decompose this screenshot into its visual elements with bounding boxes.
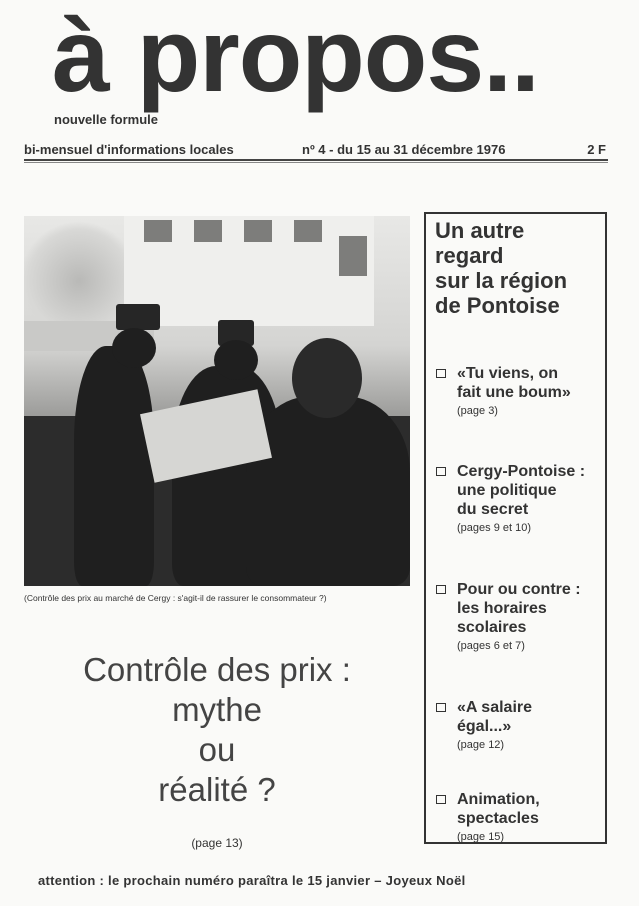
headline-page-ref: (page 13) xyxy=(191,836,243,850)
checkbox-icon xyxy=(436,795,446,804)
contents-item[interactable]: Cergy-Pontoise : une politique du secret (pages 9 et 10) xyxy=(436,462,604,534)
photo-building xyxy=(124,216,374,326)
masthead-title: à propos.. xyxy=(52,0,539,114)
main-headline xyxy=(24,650,410,810)
photo-woman xyxy=(246,396,410,586)
contents-item[interactable]: Animation, spectacles (page 15) xyxy=(436,790,604,843)
contents-item-page: (page 15) xyxy=(457,831,505,843)
footer-notice: attention : le prochain numéro paraîtra le 15 janvier – Joyeux Noël xyxy=(38,873,466,888)
header-rule xyxy=(24,159,608,161)
checkbox-icon xyxy=(436,703,446,712)
checkbox-icon xyxy=(436,585,446,594)
masthead-subtitle: nouvelle formule xyxy=(54,112,159,127)
contents-title: Un autre regard sur la région de Pontoise xyxy=(435,218,568,318)
header-rule-thin xyxy=(24,162,608,163)
checkbox-icon xyxy=(436,369,446,378)
contents-box xyxy=(424,212,607,844)
masthead-infoline xyxy=(24,142,614,157)
contents-item[interactable]: «A salaire égal...» (page 12) xyxy=(436,698,604,751)
contents-item-page: (pages 6 et 7) xyxy=(457,640,525,652)
issue-number-date: nº 4 - du 15 au 31 décembre 1976 xyxy=(302,142,506,157)
contents-item[interactable]: Pour ou contre : les horaires scolaires (pages 6 et 7) xyxy=(436,580,604,652)
photo-gendarme-left xyxy=(74,346,154,586)
publication-frequency: bi-mensuel d'informations locales xyxy=(24,142,234,157)
photo-caption: (Contrôle des prix au marché de Cergy : s'agit-il de rassurer le consommateur ?) xyxy=(24,593,327,603)
checkbox-icon xyxy=(436,467,446,476)
contents-item[interactable]: «Tu viens, on fait une boum» (page 3) xyxy=(436,364,604,417)
contents-item-page: (page 12) xyxy=(457,739,505,751)
headline-line: réalité ? xyxy=(158,771,276,808)
contents-item-page: (pages 9 et 10) xyxy=(457,522,531,534)
photo-kepi-left xyxy=(116,304,160,330)
issue-price: 2 F xyxy=(587,142,606,157)
headline-line: ou xyxy=(198,731,236,768)
market-photo xyxy=(24,216,410,586)
headline-line: mythe xyxy=(172,691,262,728)
contents-item-page: (page 3) xyxy=(457,405,498,417)
headline-line: Contrôle des prix : xyxy=(83,651,351,688)
